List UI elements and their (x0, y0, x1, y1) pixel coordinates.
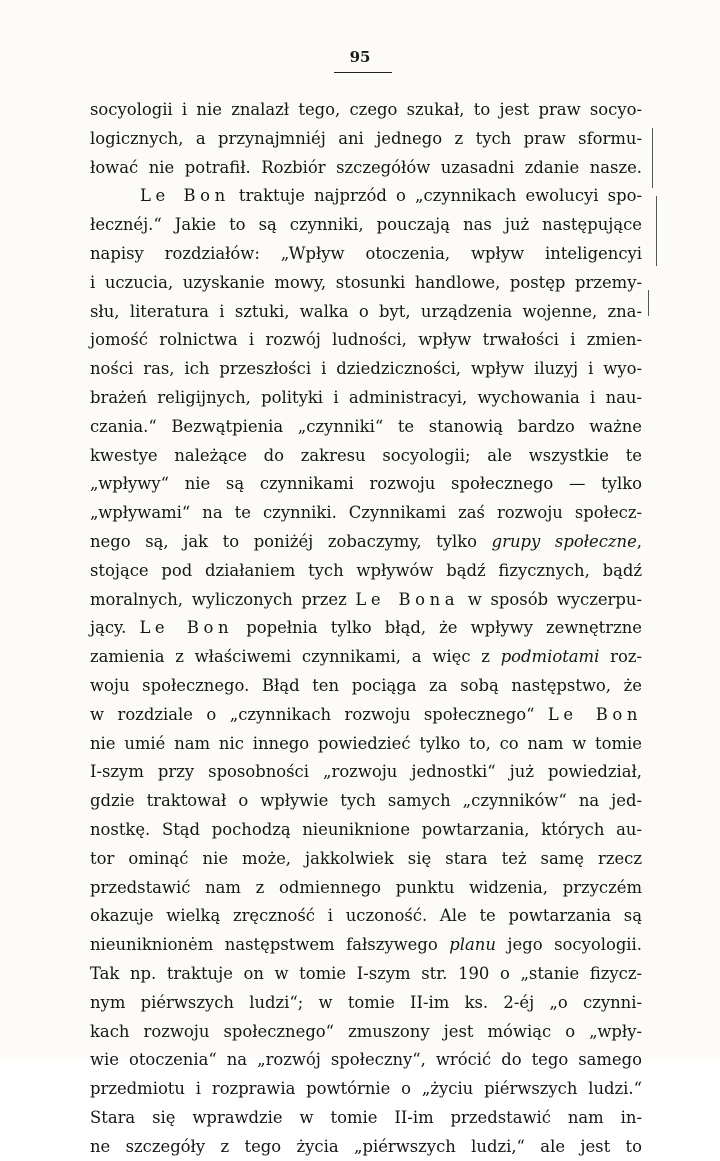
text-line (90, 211, 642, 240)
text-line (90, 1133, 642, 1161)
text-segment: stojące pod działaniem tych wpływów bądź fizycznych, bądź (90, 560, 642, 580)
text-line (90, 384, 642, 413)
text-line (90, 816, 642, 845)
text-line (90, 845, 642, 874)
text-segment: moralnych, wyliczonych przez (90, 589, 356, 609)
text-line (90, 1018, 642, 1047)
italic-text: planu (449, 935, 496, 955)
text-line (90, 586, 642, 615)
text-segment: w sposób wyczerpu- (459, 589, 642, 609)
text-line (90, 499, 642, 528)
margin-pencil-mark (648, 290, 649, 316)
text-line (90, 874, 642, 903)
text-segment: brażeń religijnych, polityki i administracyi, wychowania i nau- (90, 387, 642, 407)
spaced-name: Le Bon (547, 704, 642, 724)
text-line (90, 125, 642, 154)
text-segment: nieuniknionėm następstwem fałszywego (90, 935, 450, 955)
text-segment: kach rozwoju społecznego“ zmuszony jest mówiąc o „wpły- (90, 1021, 642, 1041)
text-segment: logicznych, a przynajmniéj ani jednego z tych praw sformu- (90, 128, 642, 148)
text-segment: nym piérwszych ludzi“; w tomie II-im ks. 2-éj „o czynni- (90, 992, 642, 1012)
text-segment: gdzie traktował o wpływie tych samych „czynników“ na jed- (90, 791, 642, 811)
text-segment: roz- (599, 647, 642, 667)
page-number: 95 (349, 48, 371, 66)
text-line (90, 730, 642, 759)
text-segment: czania.“ Bezwątpienia „czynniki“ te stanowią bardzo ważne (90, 416, 642, 436)
text-segment: I-szym przy sposobności „rozwoju jednostki“ już powiedział, (90, 762, 642, 782)
text-line (90, 355, 642, 384)
text-segment: nego są, jak to poniżéj zobaczymy, tylko (90, 531, 492, 551)
text-segment: ności ras, ich przeszłości i dziedziczności, wpływ iluzyj i wyo- (90, 359, 642, 379)
text-segment: nie umié nam nic innego powiedzieć tylko to, co nam w tomie (90, 733, 642, 753)
text-segment: , (636, 531, 642, 551)
text-line (90, 701, 642, 730)
margin-pencil-mark (652, 128, 653, 188)
text-segment: „wpływami“ na te czynniki. Czynnikami zaś rozwoju społecz- (90, 503, 642, 523)
text-segment: ne szczegóły z tego życia „piérwszych ludzi,“ ale jest to (90, 1136, 642, 1156)
text-line (90, 643, 642, 672)
text-segment: słu, literatura i sztuki, walka o byt, urządzenia wojenne, zna- (90, 301, 642, 321)
text-line (90, 1104, 642, 1133)
text-line (90, 528, 642, 557)
text-line (90, 1046, 642, 1075)
text-segment: jomość rolnictwa i rozwój ludności, wpływ trwałości i zmien- (90, 330, 642, 350)
text-line (90, 326, 642, 355)
body-text (90, 96, 642, 1161)
text-line (90, 154, 642, 183)
text-line (90, 960, 642, 989)
italic-text: podmiotami (500, 647, 600, 667)
text-line (90, 269, 642, 298)
text-line (90, 413, 642, 442)
text-line (90, 758, 642, 787)
text-segment: okazuje wielką zręczność i uczoność. Ale te powtarzania są (90, 906, 642, 926)
text-segment: traktuje najprzód o „czynnikach ewolucyi spo- (229, 186, 642, 206)
text-segment: nostkę. Stąd pochodzą nieuniknione powtarzania, których au- (90, 819, 642, 839)
text-segment: popełnia tylko błąd, że wpływy zewnętrzne (233, 618, 642, 638)
text-segment: łecznéj.“ Jakie to są czynniki, pouczają nas już następujące (90, 215, 642, 235)
spaced-name: Le Bon (139, 618, 234, 638)
text-line (90, 182, 642, 211)
italic-text: grupy społeczne (491, 531, 637, 551)
spaced-name: Le Bona (355, 589, 460, 609)
text-segment: napisy rozdziałów: „Wpływ otoczenia, wpływ inteligencyi (90, 243, 642, 263)
spaced-name: Le Bon (140, 186, 230, 206)
text-line (90, 240, 642, 269)
text-line (90, 614, 642, 643)
text-line (90, 298, 642, 327)
text-line (90, 442, 642, 471)
text-segment: jego socyologii. (495, 935, 643, 955)
text-segment: jący. (90, 618, 140, 638)
text-segment: przedstawić nam z odmiennego punktu widzenia, przyczém (90, 877, 642, 897)
text-line (90, 787, 642, 816)
page-number-rule (334, 72, 392, 73)
text-line (90, 989, 642, 1018)
text-line (90, 902, 642, 931)
text-segment: zamienia z właściwemi czynnikami, a więc z (90, 647, 501, 667)
text-segment: Tak np. traktuje on w tomie I-szym str. 190 o „stanie fizycz- (90, 963, 642, 983)
text-segment: przedmiotu i rozprawia powtórnie o „życiu piérwszych ludzi.“ (90, 1079, 642, 1099)
text-segment: woju społecznego. Błąd ten pociąga za sobą następstwo, że (90, 675, 642, 695)
text-segment: tor ominąć nie może, jakkolwiek się stara też samę rzecz (90, 848, 642, 868)
text-line (90, 470, 642, 499)
text-segment: i uczucia, uzyskanie mowy, stosunki handlowe, postęp przemy- (90, 272, 642, 292)
text-segment: wie otoczenia“ na „rozwój społeczny“, wrócić do tego samego (90, 1050, 642, 1070)
text-line (90, 96, 642, 125)
text-segment: Stara się wprawdzie w tomie II-im przedstawić nam in- (90, 1107, 642, 1127)
text-line (90, 931, 642, 960)
text-line (90, 672, 642, 701)
text-segment: łować nie potrafił. Rozbiór szczegółów uzasadni zdanie nasze. (90, 157, 642, 177)
text-segment: „wpływy“ nie są czynnikami rozwoju społecznego — tylko (90, 474, 642, 494)
text-segment: socyologii i nie znalazł tego, czego szukał, to jest praw socyo- (90, 100, 642, 119)
text-line (90, 557, 642, 586)
text-segment: kwestye należące do zakresu socyologii; ale wszystkie te (90, 445, 642, 465)
text-segment: w rozdziale o „czynnikach rozwoju społecznego“ (90, 704, 548, 724)
margin-pencil-mark (656, 196, 657, 266)
text-line (90, 1075, 642, 1104)
